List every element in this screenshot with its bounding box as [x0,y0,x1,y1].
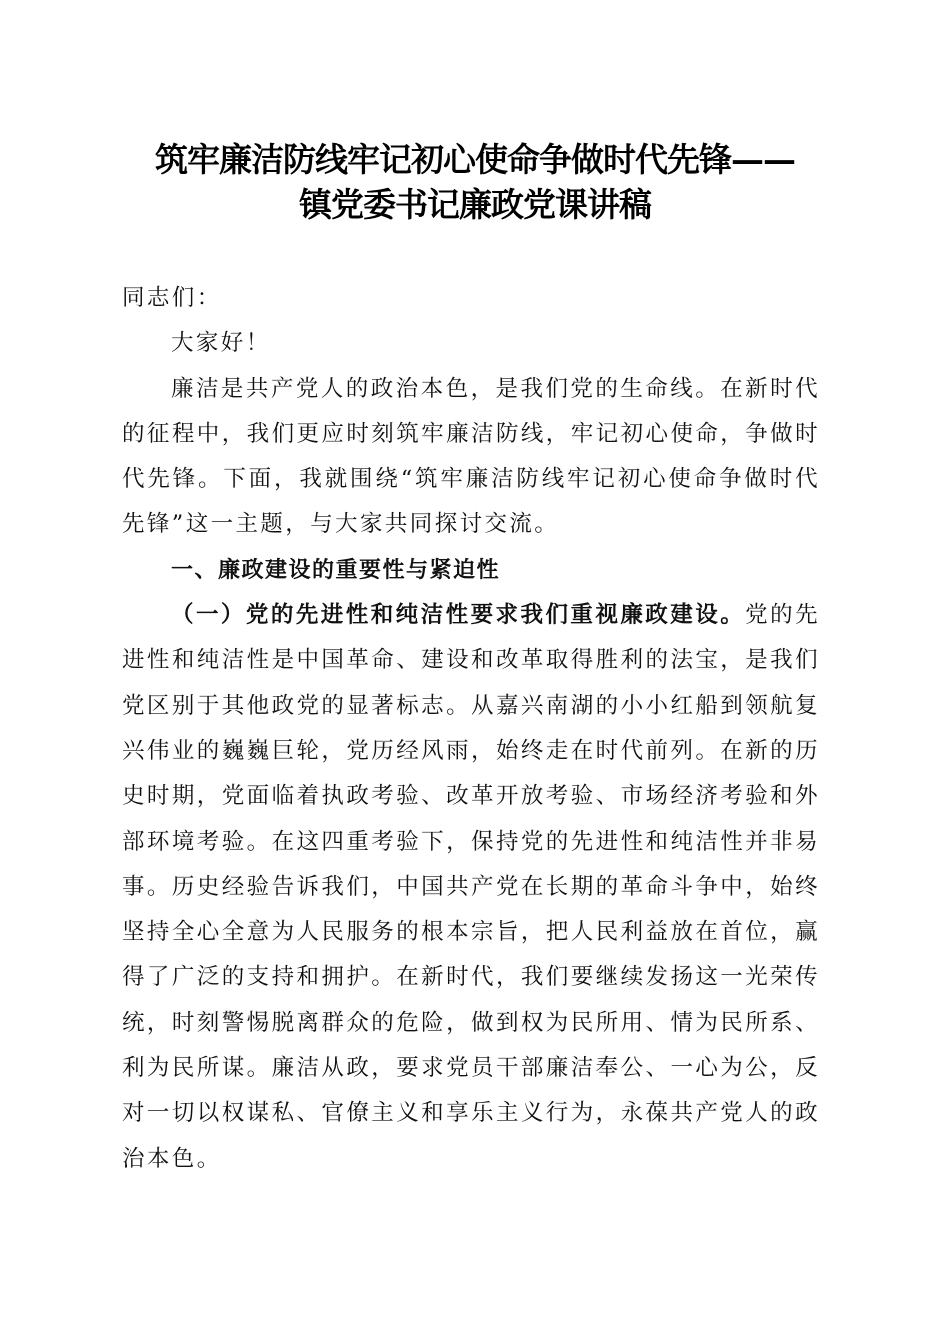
greeting: 大家好！ [171,330,271,357]
salutation: 同志们： [122,285,222,311]
document-title-line-1: 筑牢廉洁防线牢记初心使命争做时代先锋—— [155,140,795,179]
document-body [122,276,820,1182]
intro-paragraph: 廉洁是共产党人的政治本色，是我们党的生命线。在新时代的征程中，我们更应时刻筑牢廉洁防线，牢记初心使命，争做时代先锋。下面，我就围绕“筑牢廉洁防线牢记初心使命争做时代先锋”这一主题，与大家共同探讨交流。 [122,375,820,538]
subsection-paragraph [122,593,820,1182]
document-title-line-2: 镇党委书记廉政党课讲稿 [299,185,651,224]
section-heading: 一、廉政建设的重要性与紧迫性 [171,557,501,583]
subsection-heading: （一）党的先进性和纯洁性要求我们重视廉政建设。 [171,602,746,629]
subsection-body: 党的先进性和纯洁性是中国革命、建设和改革取得胜利的法宝，是我们党区别于其他政党的显著标志。从嘉兴南湖的小小红船到领航复兴伟业的巍巍巨轮，党历经风雨，始终走在时代前列。在新的历史时期，党面临着执政考验、改革开放考验、市场经济考验和外部环境考验。在这四重考验下，保持党的先进性和纯洁性并非易事。历史经验告诉我们，中国共产党在长期的革命斗争中，始终坚持全心全意为人民服务的根本宗旨，把人民利益放在首位，赢得了广泛的支持和拥护。在新时代，我们要继续发扬这一光荣传统，时刻警惕脱离群众的危险，做到权为民所用、情为民所系、利为民所谋。廉洁从政，要求党员干部廉洁奉公、一心为公，反对一切以权谋私、官僚主义和享乐主义行为，永葆共产党人的政治本色。 [122,602,820,1172]
